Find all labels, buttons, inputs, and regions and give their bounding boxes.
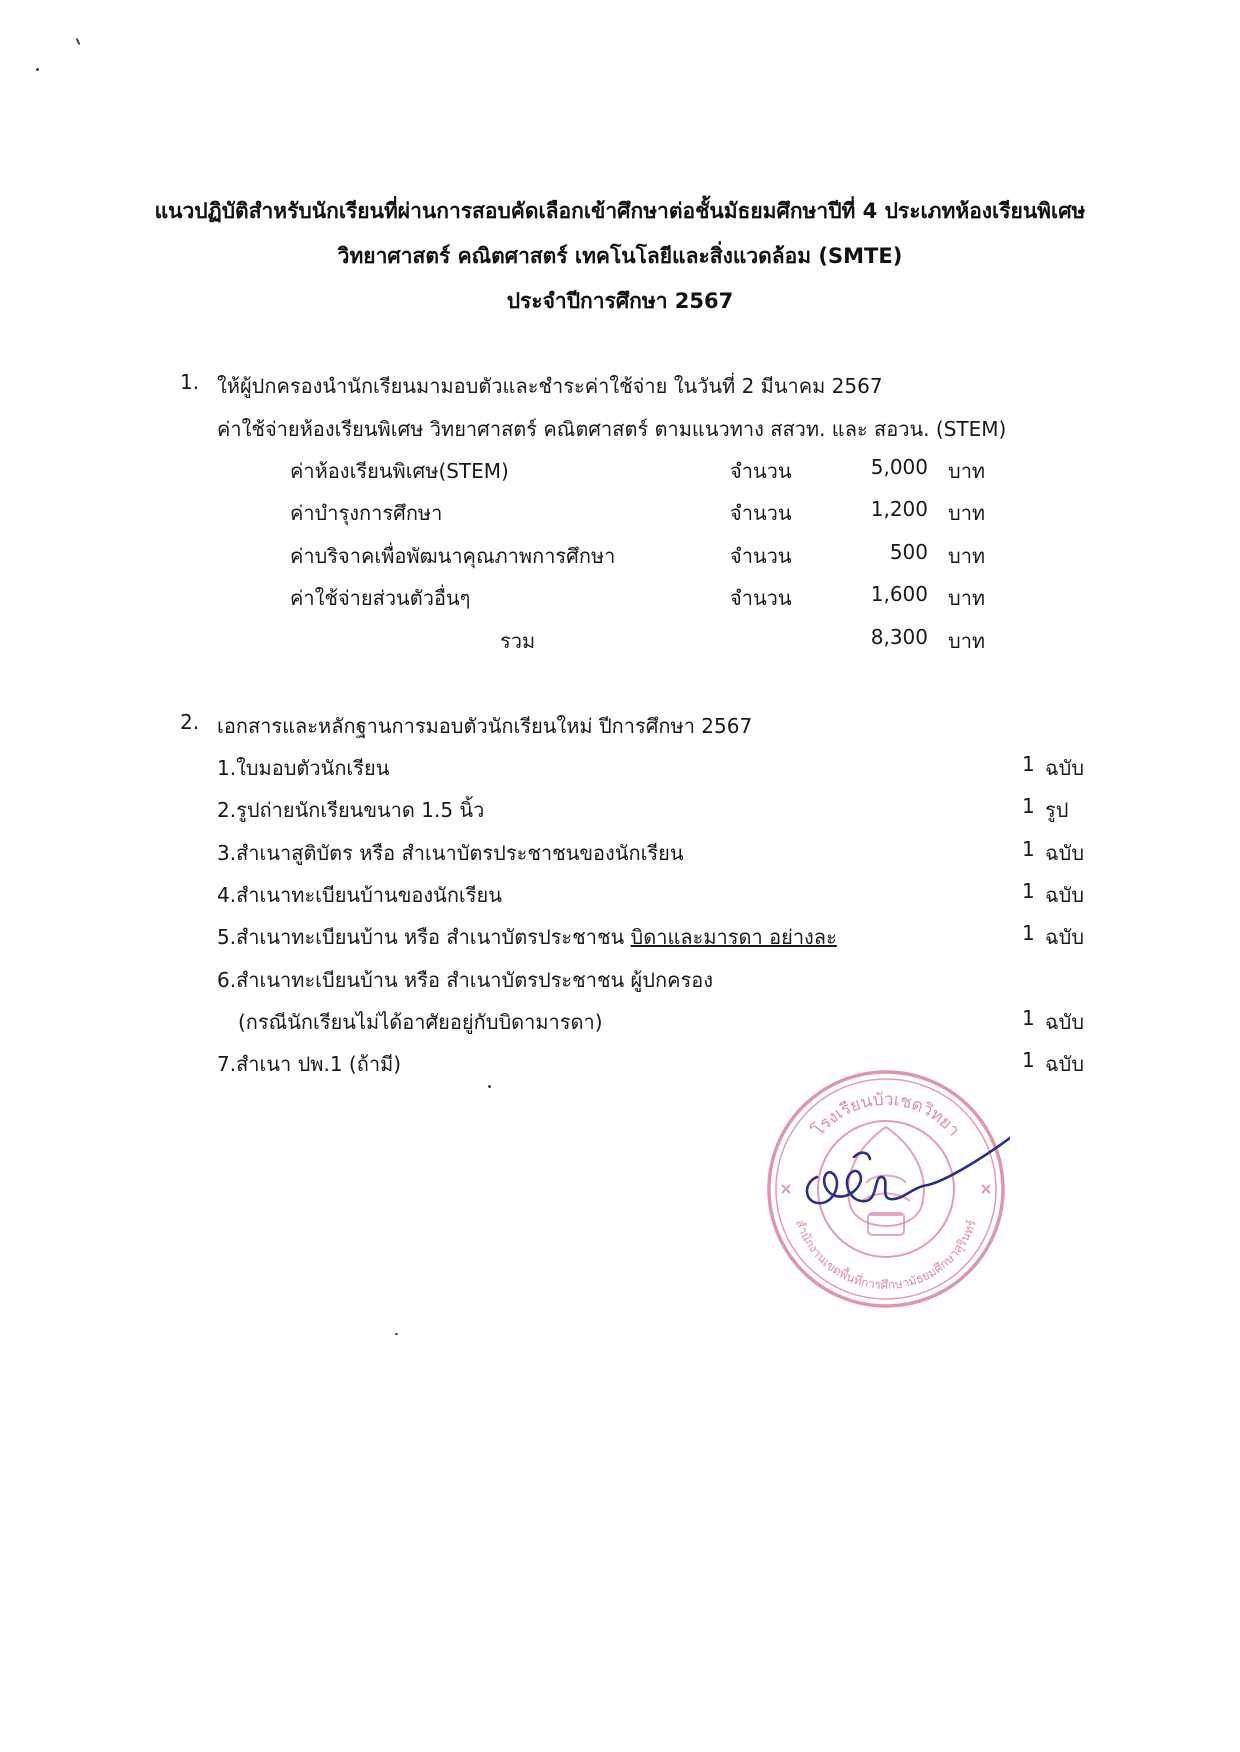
fee-qty-label: จำนวน xyxy=(730,586,792,610)
section1-number: 1. xyxy=(180,370,200,394)
document-item-unit: ฉบับ xyxy=(1045,841,1085,865)
section1-title: ให้ผู้ปกครองนำนักเรียนมามอบตัวและชำระค่าใช้จ่าย ในวันที่ 2 มีนาคม 2567 xyxy=(217,374,883,398)
title-line-1: แนวปฏิบัติสำหรับนักเรียนที่ผ่านการสอบคัดเลือกเข้าศึกษาต่อชั้นมัธยมศึกษาปีที่ 4 ประเภทห้องเรียนพิเศษ xyxy=(154,199,1086,223)
document-item-qty: 1 xyxy=(1022,794,1035,818)
document-item-qty: 1 xyxy=(1022,752,1035,776)
document-item-text-line2: (กรณีนักเรียนไม่ได้อาศัยอยู่กับบิดามารดา) xyxy=(238,1010,603,1034)
document-item-text: 1.ใบมอบตัวนักเรียน xyxy=(217,756,390,780)
section2-number: 2. xyxy=(180,710,200,734)
fee-label: ค่าบริจาคเพื่อพัฒนาคุณภาพการศึกษา xyxy=(290,544,616,568)
fee-label: ค่าใช้จ่ายส่วนตัวอื่นๆ xyxy=(290,586,471,610)
scan-speck xyxy=(488,1085,491,1088)
fee-amount: 5,000 xyxy=(870,455,928,479)
document-item-text xyxy=(217,921,837,953)
fee-label: ค่าบำรุงการศึกษา xyxy=(290,501,443,525)
document-item-text-plain: 5.สำเนาทะเบียนบ้าน หรือ สำเนาบัตรประชาชน xyxy=(217,925,631,949)
document-item-text: 7.สำเนา ปพ.1 (ถ้ามี) xyxy=(217,1052,402,1076)
scan-speck xyxy=(36,68,39,71)
seal-text-bottom: สำนักงานเขตพื้นที่การศึกษามัธยมศึกษาสุรินทร์ xyxy=(792,1217,980,1293)
fee-unit: บาท xyxy=(948,586,986,610)
fee-label: ค่าห้องเรียนพิเศษ(STEM) xyxy=(290,459,509,483)
document-item-unit: ฉบับ xyxy=(1045,883,1085,907)
document-item-text: 3.สำเนาสูติบัตร หรือ สำเนาบัตรประชาชนของนักเรียน xyxy=(217,841,684,865)
title-line-3: ประจำปีการศึกษา 2567 xyxy=(506,289,734,313)
document-item-unit: ฉบับ xyxy=(1045,925,1085,949)
fee-qty-label: จำนวน xyxy=(730,501,792,525)
fee-qty-label: จำนวน xyxy=(730,459,792,483)
total-unit: บาท xyxy=(948,629,986,653)
fee-unit: บาท xyxy=(948,459,986,483)
total-label: รวม xyxy=(500,629,536,653)
document-item-qty: 1 xyxy=(1022,1048,1035,1072)
document-item-qty: 1 xyxy=(1022,921,1035,945)
school-seal xyxy=(762,1065,1010,1313)
document-item-unit: ฉบับ xyxy=(1045,1052,1085,1076)
document-item-text-underlined: บิดาและมารดา อย่างละ xyxy=(630,925,837,949)
document-item-unit: ฉบับ xyxy=(1045,756,1085,780)
section1-subtitle: ค่าใช้จ่ายห้องเรียนพิเศษ วิทยาศาสตร์ คณิตศาสตร์ ตามแนวทาง สสวท. และ สอวน. (STEM) xyxy=(217,417,1007,441)
fee-amount: 1,200 xyxy=(870,497,928,521)
document-item-unit: ฉบับ xyxy=(1045,1010,1085,1034)
title-line-2: วิทยาศาสตร์ คณิตศาสตร์ เทคโนโลยีและสิ่งแวดล้อม (SMTE) xyxy=(337,244,903,268)
fee-amount: 1,600 xyxy=(870,582,928,606)
total-amount: 8,300 xyxy=(870,625,928,649)
fee-unit: บาท xyxy=(948,544,986,568)
document-item-qty: 1 xyxy=(1022,879,1035,903)
seal-text-top: โรงเรียนบัวเชดวิทยา xyxy=(808,1089,964,1141)
document-item-qty: 1 xyxy=(1022,1006,1035,1030)
document-item-text: 6.สำเนาทะเบียนบ้าน หรือ สำเนาบัตรประชาชน ผู้ปกครอง xyxy=(217,968,713,992)
scan-speck xyxy=(395,1333,398,1335)
fee-qty-label: จำนวน xyxy=(730,544,792,568)
fee-unit: บาท xyxy=(948,501,986,525)
document-item-text: 2.รูปถ่ายนักเรียนขนาด 1.5 นิ้ว xyxy=(217,798,485,822)
fee-amount: 500 xyxy=(889,540,928,564)
document-item-unit: รูป xyxy=(1045,798,1069,822)
document-item-qty: 1 xyxy=(1022,837,1035,861)
scan-speck xyxy=(76,38,81,45)
section2-title: เอกสารและหลักฐานการมอบตัวนักเรียนใหม่ ปีการศึกษา 2567 xyxy=(217,714,753,738)
document-item-text: 4.สำเนาทะเบียนบ้านของนักเรียน xyxy=(217,883,502,907)
